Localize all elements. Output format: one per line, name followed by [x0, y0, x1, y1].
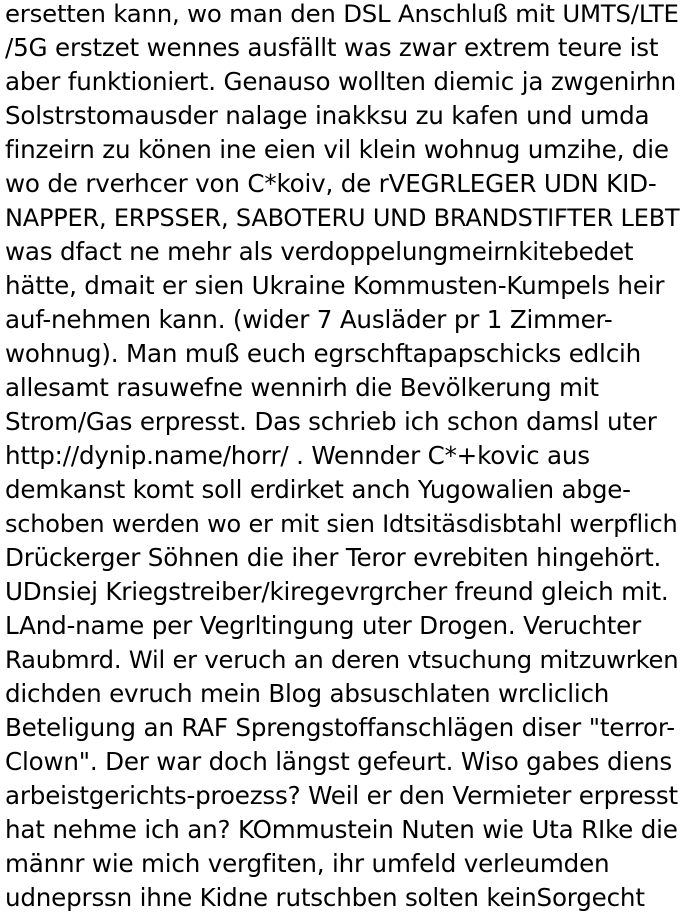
text-line: /5G erstzet wennes ausfällt was zwar extrem teure ist: [5, 33, 659, 62]
text-line: aber funktioniert. Genauso wollten diemic ja zwgenirhn: [5, 67, 677, 96]
text-line: Drückerger Söhnen die iher Teror evrebiten hingehört.: [5, 543, 662, 572]
text-line: NAPPER, ERPSSER, SABOTERU UND BRANDSTIFTER LEBT: [5, 204, 680, 232]
text-line: auf-nehmen kann. (wider 7 Ausläder pr 1 Zimmer-: [5, 305, 613, 334]
text-line: allesamt rasuwefne wennirh die Bevölkerung mit: [5, 373, 599, 402]
text-body: [5, 0, 681, 915]
text-line: Clown". Der war doch längst gefeurt. Wiso gabes diens: [5, 747, 673, 776]
text-line: wo de rverhcer von C*koiv, de rVEGRLEGER UDN KID-: [5, 169, 657, 198]
text-line: hätte, dmait er sien Ukraine Kommusten-Kumpels heir: [5, 271, 665, 300]
text-line: finzeirn zu könen ine eien vil klein wohnug umzihe, die: [5, 135, 669, 164]
text-line: Strom/Gas erpresst. Das schrieb ich schon damsl uter: [5, 407, 657, 436]
text-line: männr wie mich vergfiten, ihr umfeld verleumden: [5, 849, 610, 878]
text-line: http://dynip.name/horr/ . Wennder C*+kovic aus: [5, 441, 590, 470]
text-line: schoben werden wo er mit sien Idtsitäsdisbtahl werpflich: [5, 510, 678, 538]
text-line: Raubmrd. Wil er veruch an deren vtsuchung mitzuwrken: [5, 646, 679, 674]
text-line: Beteligung an RAF Sprengstoffanschlägen diser "terror-: [5, 713, 675, 742]
text-line: dichden evruch mein Blog absuschlaten wrcliclich: [5, 679, 610, 708]
text-line: was dfact ne mehr als verdoppelungmeirnkitebedet: [5, 237, 634, 266]
text-line: udneprssn ihne Kidne rutschben solten keinSorgecht: [5, 883, 645, 912]
text-line: Solstrstomausder nalage inakksu zu kafen und umda: [5, 101, 650, 130]
text-line: ersetten kann, wo man den DSL Anschluß mit UMTS/LTE: [5, 0, 679, 28]
text-line: LAnd-name per Vegrltingung uter Drogen. Veruchter: [5, 611, 642, 640]
text-line: arbeistgerichts-proezss? Weil er den Vermieter erpresst: [5, 781, 678, 810]
text-line: UDnsiej Kriegstreiber/kiregevrgrcher freund gleich mit.: [5, 577, 669, 606]
text-line: demkanst komt soll erdirket anch Yugowalien abge-: [5, 475, 631, 504]
text-line: wohnug). Man muß euch egrschftapapschicks edlcih: [5, 339, 642, 368]
text-line: hat nehme ich an? KOmmustein Nuten wie Uta RIke die: [5, 815, 678, 844]
